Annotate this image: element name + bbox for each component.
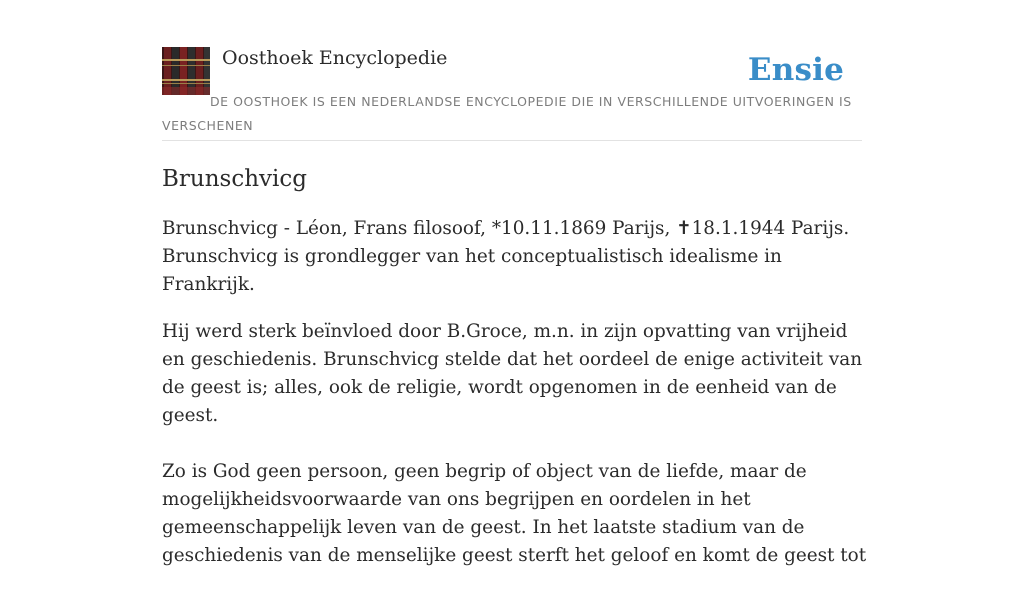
article-title: Brunschvicg bbox=[162, 166, 307, 192]
article-paragraph: Zo is God geen persoon, geen begrip of object van de liefde, maar de mogelijkheidsvoorwaarde van ons begrijpen en oordelen in het gemeenschappelijk leven van de geest. In het laatste stadium van de geschiedenis van de menselijke geest sterft het geloof en komt de geest tot bbox=[162, 461, 867, 566]
article-paragraph: Brunschvicg - Léon, Frans filosoof, *10.11.1869 Parijs, ✝18.1.1944 Parijs. Brunschvicg is grondlegger van het conceptualistisch idealisme in Frankrijk. bbox=[162, 218, 850, 295]
encyclopedia-books-icon bbox=[162, 47, 210, 95]
brand-logo[interactable]: Ensie bbox=[747, 52, 844, 88]
site-title[interactable]: Oosthoek Encyclopedie bbox=[222, 47, 448, 69]
site-header bbox=[162, 46, 862, 141]
article-paragraph: Hij werd sterk beïnvloed door B.Groce, m.n. in zijn opvatting van vrijheid en geschiedenis. Brunschvicg stelde dat het oordeel de enige activiteit van de geest is; alles, ook de religie, wordt opgenomen in de eenheid van de geest. bbox=[162, 321, 863, 426]
site-tagline: DE OOSTHOEK IS EEN NEDERLANDSE ENCYCLOPEDIE DIE IN VERSCHILLENDE UITVOERINGEN IS VERSCHENEN bbox=[162, 94, 852, 133]
site-avatar[interactable] bbox=[162, 47, 210, 95]
article bbox=[162, 163, 867, 589]
